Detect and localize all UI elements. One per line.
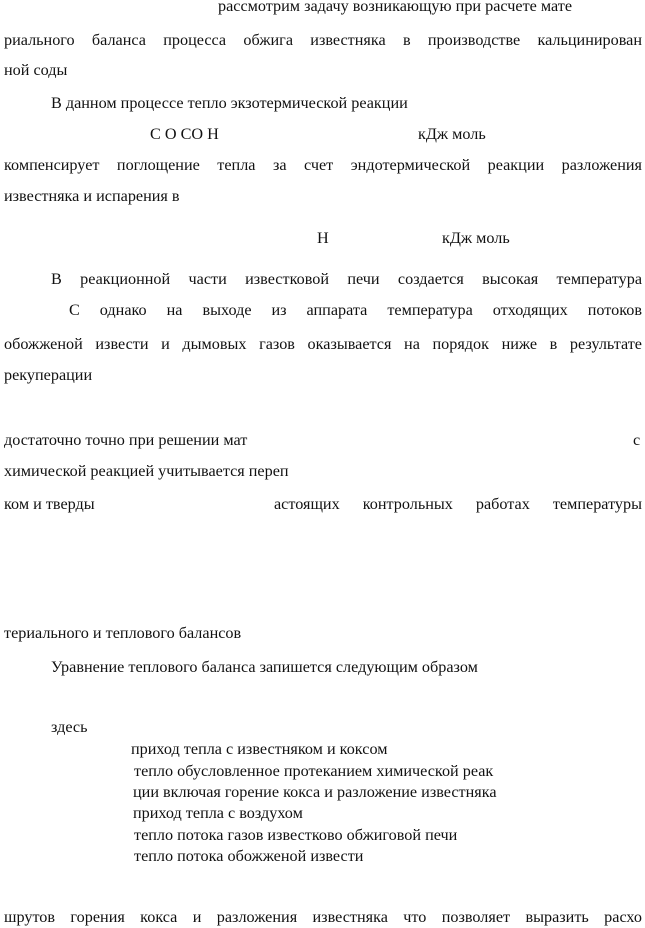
text-line-17: шрутов горения кокса и разложения известняка что позволяет выразить расхо [4, 908, 642, 926]
text-line-16: здесь [51, 718, 88, 736]
text-line-6: известняка и испарения в [4, 187, 180, 205]
text-line-11: достаточно точно при решении мат [4, 431, 248, 449]
text-line-13-right: астоящих контрольных работах температуры [274, 495, 642, 513]
reaction-unit-1: кДж моль [418, 125, 486, 143]
text-line-7: В реакционной части известковой печи создается высокая температура [51, 270, 642, 288]
reaction-unit-2: кДж моль [442, 229, 510, 247]
text-fragment-c: с [633, 431, 641, 449]
text-line-12: химической реакцией учитывается переп [4, 462, 289, 480]
reaction-formula-1: C O CO H [150, 125, 219, 143]
legend-item-1: приход тепла с известняком и коксом [131, 740, 388, 758]
text-line-2: риального баланса процесса обжига известняка в производстве кальцинирован [4, 31, 642, 49]
text-line-5: компенсирует поглощение тепла за счет эндотермической реакции разложения [4, 156, 642, 174]
legend-item-6: тепло потока обожженой извести [134, 847, 364, 865]
text-line-8: С однако на выходе из аппарата температура отходящих потоков [69, 301, 642, 319]
text-line-14: териального и теплового балансов [4, 624, 242, 642]
text-line-1: рассмотрим задачу возникающую при расчете мате [218, 0, 573, 15]
legend-item-4: приход тепла с воздухом [133, 804, 303, 822]
text-line-9: обожженой извести и дымовых газов оказывается на порядок ниже в результате [4, 335, 642, 353]
text-line-10: рекуперации [4, 366, 93, 384]
text-line-13-left: ком и тверды [4, 495, 95, 513]
legend-item-5: тепло потока газов известково обжиговой печи [134, 826, 458, 844]
reaction-formula-2: H [317, 229, 329, 247]
text-line-4: В данном процессе тепло экзотермической реакции [51, 94, 408, 112]
text-line-3: ной соды [4, 61, 68, 79]
legend-item-2: тепло обусловленное протеканием химической реак [134, 762, 494, 780]
text-line-15: Уравнение теплового баланса запишется следующим образом [51, 658, 478, 676]
legend-item-3: ции включая горение кокса и разложение известняка [133, 783, 497, 801]
